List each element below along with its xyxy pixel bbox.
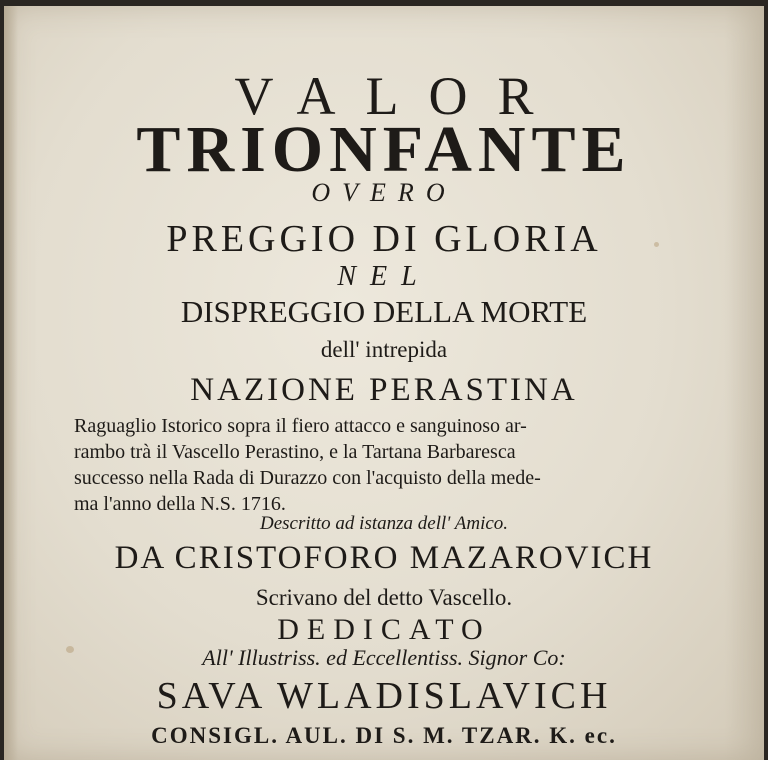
paragraph-line: successo nella Rada di Durazzo con l'acquisto della mede- xyxy=(74,467,541,489)
subtitle-nel: NEL xyxy=(337,261,431,292)
dedication-to-line: All' Illustriss. ed Eccellentiss. Signor Co: xyxy=(202,645,566,670)
title-line-valor: VALOR xyxy=(234,66,564,126)
subtitle-dispreggio: DISPREGGIO DELLA MORTE xyxy=(180,294,588,329)
dedicatee-title: CONSIGL. AUL. DI S. M. TZAR. K. ec. xyxy=(151,723,617,748)
description-paragraph xyxy=(74,413,694,517)
paragraph-line: Raguaglio Istorico sopra il fiero attacco e sanguinoso ar- xyxy=(74,415,527,437)
book-page xyxy=(4,6,764,760)
subtitle-intrepida: dell' intrepida xyxy=(320,337,448,362)
title-line-trionfante: TRIONFANTE xyxy=(136,113,632,186)
subtitle-nazione-perastina: NAZIONE PERASTINA xyxy=(190,372,578,408)
dedicatee-name: SAVA WLADISLAVICH xyxy=(156,675,612,717)
subtitle-preggio-di-gloria: PREGGIO DI GLORIA xyxy=(166,218,602,260)
descritto-line: Descritto ad istanza dell' Amico. xyxy=(259,513,509,534)
paragraph-line: ma l'anno della N.S. 1716. xyxy=(74,493,286,515)
author-name: DA CRISTOFORO MAZAROVICH xyxy=(114,540,654,576)
author-role: Scrivano del detto Vascello. xyxy=(255,585,513,610)
dedicato-heading: DEDICATO xyxy=(277,613,491,646)
paragraph-line: rambo trà il Vascello Perastino, e la Tartana Barbaresca xyxy=(74,441,516,463)
title-conjunction-ovvero: OVERO xyxy=(311,178,457,207)
